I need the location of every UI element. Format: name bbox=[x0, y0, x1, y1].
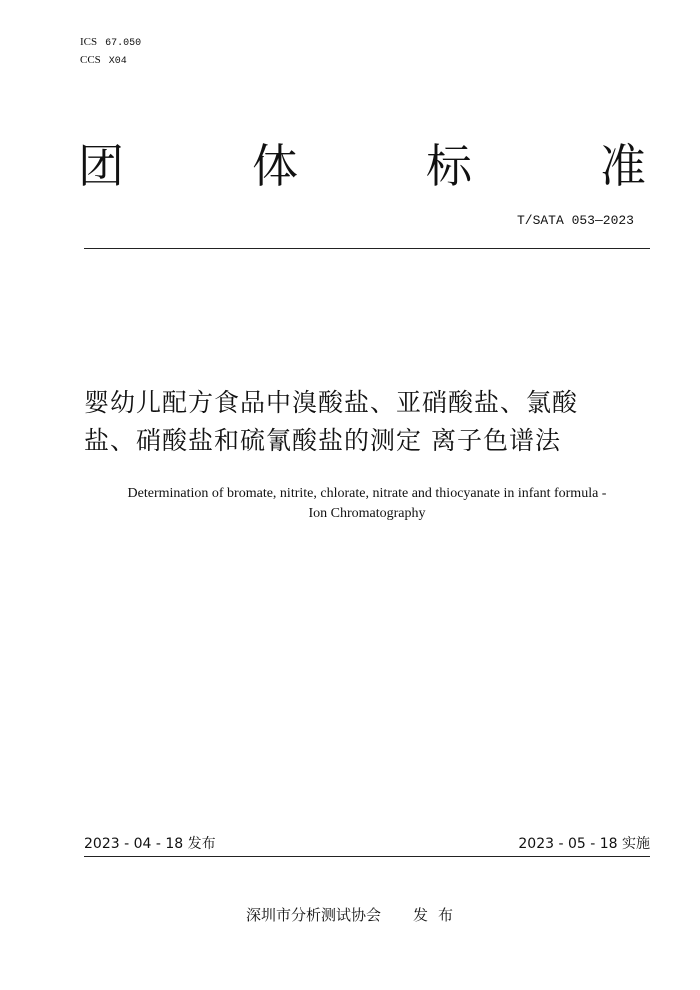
title-char-1: 团 bbox=[78, 139, 124, 193]
chinese-title-line-2: 盐、硝酸盐和硫氰酸盐的测定 离子色谱法 bbox=[84, 426, 561, 455]
chinese-title bbox=[84, 384, 650, 460]
issuer-name: 深圳市分析测试协会 bbox=[246, 906, 382, 924]
ccs-value: X04 bbox=[108, 56, 127, 67]
ics-value: 67.050 bbox=[105, 38, 142, 49]
ics-row bbox=[80, 34, 141, 52]
bottom-divider bbox=[84, 856, 650, 857]
title-char-4: 准 bbox=[600, 139, 646, 193]
ics-label: ICS bbox=[80, 36, 98, 48]
issuer-action: 发布 bbox=[413, 906, 464, 924]
top-divider bbox=[84, 248, 650, 249]
classification-block bbox=[80, 34, 141, 70]
title-char-3: 标 bbox=[426, 139, 472, 193]
chinese-title-line-1: 婴幼儿配方食品中溴酸盐、亚硝酸盐、氯酸 bbox=[84, 388, 579, 417]
title-char-2: 体 bbox=[252, 139, 298, 193]
release-date: 2023 - 04 - 18 发布 bbox=[84, 836, 216, 852]
english-title-line-2: Ion Chromatography bbox=[308, 506, 426, 521]
implementation-date: 2023 - 05 - 18 实施 bbox=[518, 836, 650, 852]
ccs-row bbox=[80, 52, 141, 70]
ccs-label: CCS bbox=[80, 54, 101, 66]
issuer-line bbox=[246, 904, 463, 926]
english-title-line-1: Determination of bromate, nitrite, chlorate, nitrate and thiocyanate in infant formula - bbox=[127, 486, 607, 501]
english-title bbox=[70, 484, 664, 524]
document-type-title bbox=[78, 138, 646, 194]
standard-number: T/SATA 053—2023 bbox=[516, 213, 634, 228]
